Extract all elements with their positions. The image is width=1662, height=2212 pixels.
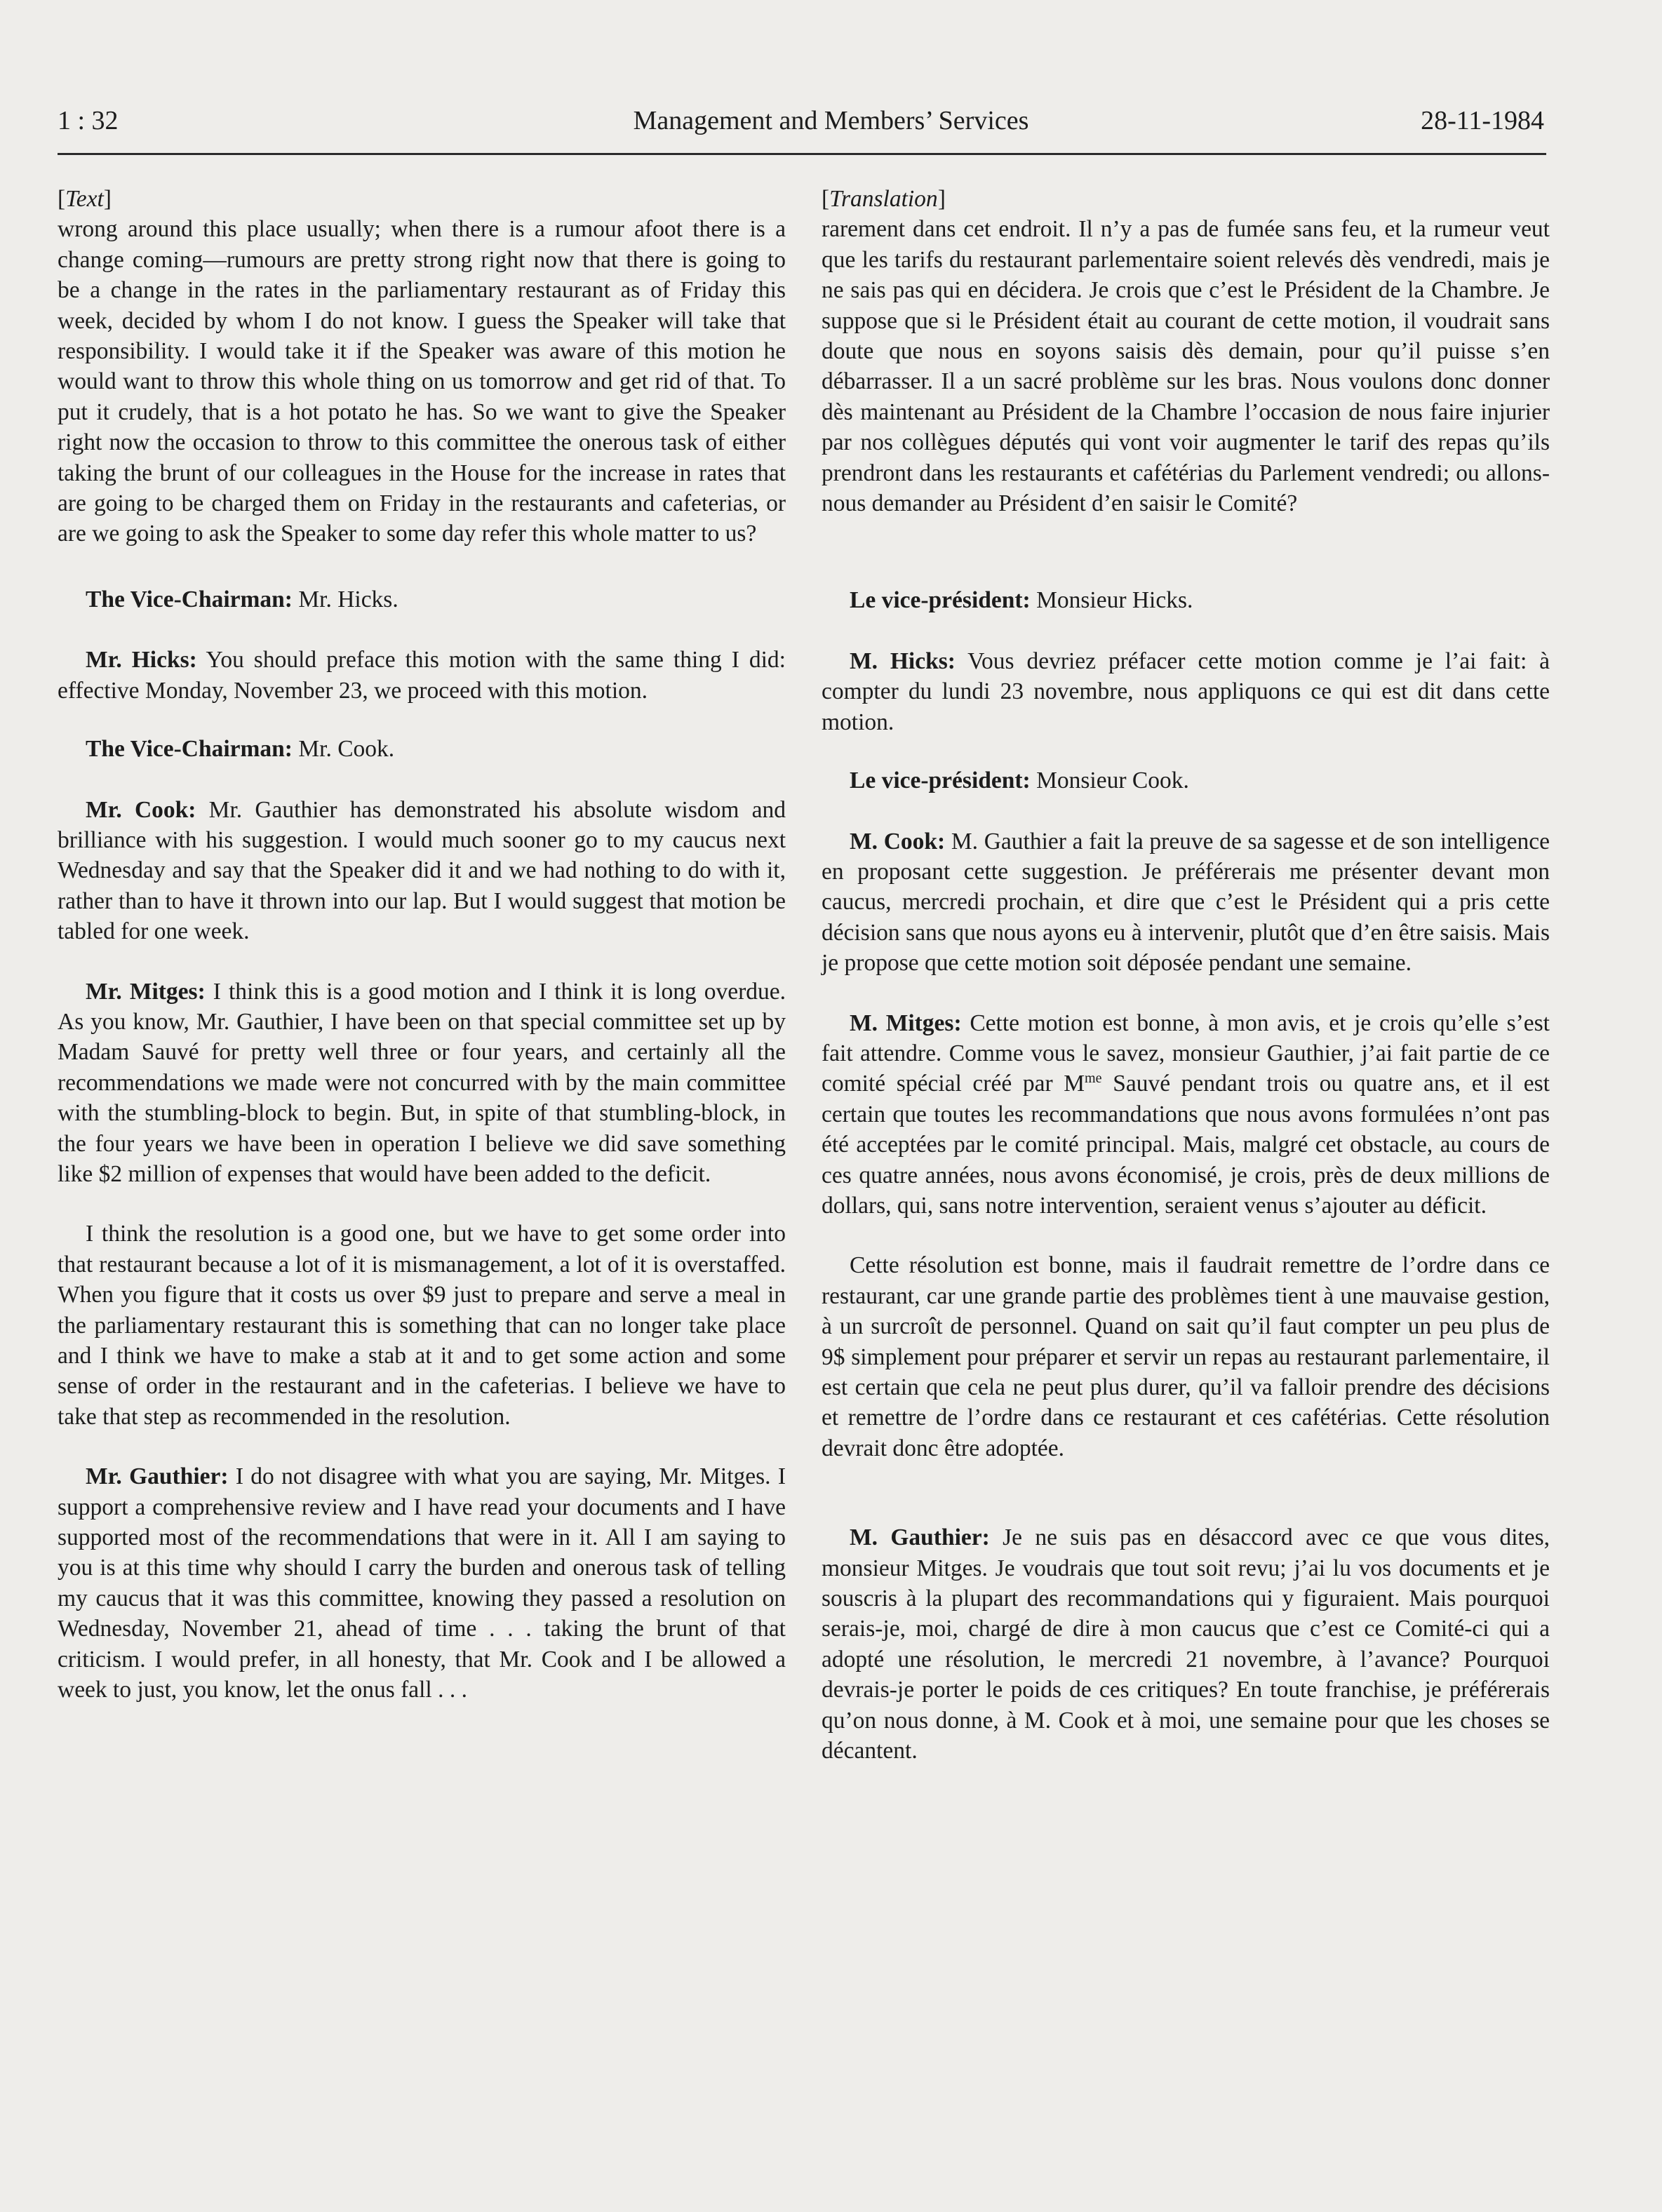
speaker-name: M. Hicks:: [850, 648, 956, 674]
speech-paragraph: Le vice-président: Monsieur Cook.: [850, 768, 1189, 794]
speaker-name: Mr. Gauthier:: [86, 1463, 229, 1490]
column-label: [Translation]: [822, 186, 946, 212]
speaker-name: M. Cook:: [850, 828, 946, 854]
speech-paragraph: I think the resolution is a good one, but we have to get some order into that restaurant because a lot of it is mismanagement, a lot of it is overstaffed. When you figure that it costs us over $9 just to prepare and serve a meal in the parliamentary restaurant this is something that can no longer take place and I think we have to make a stab at it and to get some action and some sense of order in the restaurant and in the cafeterias. I believe we have to take that step as recommended in the resolution.: [58, 1221, 786, 1430]
speaker-name: M. Mitges:: [850, 1010, 962, 1036]
speaker-name: Mr. Cook:: [86, 796, 196, 823]
speech-paragraph: Le vice-président: Monsieur Hicks.: [850, 587, 1193, 614]
speech-paragraph: M. Mitges: Cette motion est bonne, à mon avis, et je crois qu’elle s’est fait attendre. Comme vous le savez, monsieur Gauthier, j’ai fait partie de ce comité spécial créé par $M^{me}$ Sauvé pendant trois ou quatre ans, et il est certain que toutes les recommandations que nous avons formulées n’ont pas été acceptées par le comité principal. Mais, malgré cet obstacle, au cours de ces quatre années, nous avons économisé, je crois, près de deux millions de dollars, qui, sans notre intervention, seraient venus s’ajouter au déficit.: [822, 1010, 1550, 1219]
continued-paragraph: wrong around this place usually; when there is a rumour afoot there is a change coming—rumours are pretty strong right now that there is going to be a change in the rates in the parliamentary restaurant as of Friday this week, decided by whom I do not know. I guess the Speaker will take that responsibility. I would take it if the Speaker was aware of this motion he would want to throw this whole thing on us tomorrow and get rid of that. To put it crudely, that is a hot potato he has. So we want to give the Speaker right now the occasion to throw to this committee the onerous task of either taking the brunt of our colleagues in the House for the increase in rates that are going to be charged them on Friday in the restaurants and cafeterias, or are we going to ask the Speaker to some day refer this whole matter to us?: [58, 216, 786, 547]
continued-paragraph: rarement dans cet endroit. Il n’y a pas de fumée sans feu, et la rumeur veut que les tarifs du restaurant parlementaire soient relevés dès vendredi, mais je ne sais pas qui en décidera. Je crois que c’est le Président de la Chambre. Je suppose que si le Président était au courant de cette motion, il voudrait sans doute que nous en soyons saisis dès demain, pour qu’il puisse s’en débarrasser. Il a un sacré problème sur les bras. Nous voulons donc donner dès maintenant au Président de la Chambre l’occasion de nous faire injurier par nos collègues députés qui vont voir augmenter le tarif des repas qu’ils prendront dans les restaurants et cafétérias du Parlement vendredi; ou allons-nous demander au Président d’en saisir le Comité?: [822, 216, 1550, 517]
running-title: Management and Members’ Services: [633, 106, 1029, 135]
speaker-name: Le vice-président:: [850, 768, 1031, 794]
column-label: [Text]: [58, 186, 112, 212]
speech-paragraph: Cette résolution est bonne, mais il faudrait remettre de l’ordre dans ce restaurant, car une grande partie des problèmes tient à une mauvaise gestion, à un surcroît de personnel. Quand on sait qu’il faut compter un peu plus de 9$ simplement pour préparer et servir un repas au restaurant parlementaire, il est certain que cela ne peut plus durer, qu’il va falloir prendre des décisions et remettre de l’ordre dans ce restaurant et ces cafétérias. Cette résolution devrait donc être adoptée.: [822, 1252, 1550, 1461]
speech-paragraph: M. Cook: M. Gauthier a fait la preuve de sa sagesse et de son intelligence en proposant cette suggestion. Je préférerais me présenter devant mon caucus, mercredi prochain, et dire que c’est le Président qui a pris cette décision sans que nous ayons eu à intervenir, plutôt que d’en être saisis. Mais je propose que cette motion soit déposée pendant une semaine.: [822, 828, 1550, 977]
page-date: 28-11-1984: [1421, 106, 1544, 135]
french-column: [822, 184, 1550, 1766]
speech-paragraph: Mr. Hicks: You should preface this motion with the same thing I did: effective Monday, November 23, we proceed with this motion.: [58, 647, 786, 704]
speaker-name: The Vice-Chairman:: [86, 586, 293, 612]
speech-paragraph: Mr. Gauthier: I do not disagree with what you are saying, Mr. Mitges. I support a comprehensive review and I have read your documents and I have supported most of the recommendations that were in it. All I am saying to you is at this time why should I carry the burden and onerous task of telling my caucus that it was this committee, knowing they passed a resolution on Wednesday, November 21, ahead of time . . . taking the brunt of that criticism. I would prefer, in all honesty, that Mr. Cook and I be allowed a week to just, you know, let the onus fall . . .: [58, 1463, 786, 1703]
speech-paragraph: M. Gauthier: Je ne suis pas en désaccord avec ce que vous dites, monsieur Mitges. Je voudrais que tout soit revu; j’ai lu vos documents et je souscris à la plupart des recommandations qui y figuraient. Mais pourquoi serais-je, moi, chargé de dire à mon caucus que c’est ce Comité-ci qui a adopté une résolution, le mercredi 21 novembre, à l’avance? Pourquoi devrais-je porter le poids de ces critiques? En toute franchise, je préférerais qu’on nous donne, à M. Cook et à moi, une semaine pour que les choses se décantent.: [822, 1524, 1550, 1764]
header-rule: [58, 153, 1546, 155]
speech-paragraph: Mr. Cook: Mr. Gauthier has demonstrated his absolute wisdom and brilliance with his suggestion. I would much sooner go to my caucus next Wednesday and say that the Speaker did it and we had nothing to do with it, rather than to have it thrown into our lap. But I would suggest that motion be tabled for one week.: [58, 796, 786, 945]
speech-paragraph: M. Hicks: Vous devriez préfacer cette motion comme je l’ai fait: à compter du lundi 23 novembre, nous appliquons ce qui est dit dans cette motion.: [822, 648, 1550, 735]
speaker-name: M. Gauthier:: [850, 1524, 990, 1551]
speaker-name: The Vice-Chairman:: [86, 736, 293, 763]
speaker-name: Mr. Mitges:: [86, 978, 206, 1005]
speech-paragraph: The Vice-Chairman: Mr. Cook.: [86, 736, 395, 763]
speech-paragraph: Mr. Mitges: I think this is a good motion and I think it is long overdue. As you know, Mr. Gauthier, I have been on that special committee set up by Madam Sauvé for pretty well three or four years, and certainly all the recommendations we made were not concurred with by the main committee with the stumbling-block to begin. But, in spite of that stumbling-block, in the four years we have been in operation I believe we did save something like $2 million of expenses that would have been added to the deficit.: [58, 978, 786, 1187]
speech-paragraph: The Vice-Chairman: Mr. Hicks.: [86, 586, 398, 612]
speaker-name: Le vice-président:: [850, 587, 1031, 614]
speaker-name: Mr. Hicks:: [86, 647, 197, 673]
english-column: [58, 184, 786, 1705]
page-number: 1 : 32: [58, 106, 119, 135]
